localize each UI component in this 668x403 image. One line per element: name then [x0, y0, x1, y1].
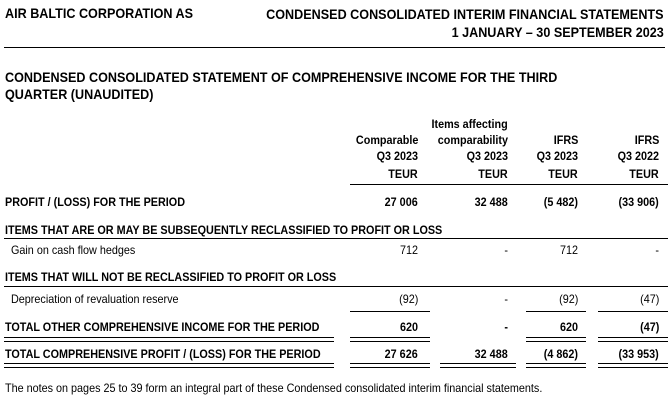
- row-label-total-oci: TOTAL OTHER COMPREHENSIVE INCOME FOR THE PERIOD: [5, 320, 320, 334]
- report-title: CONDENSED CONSOLIDATED INTERIM FINANCIAL STATEMENTS 1 JANUARY – 30 SEPTEMBER 2023: [266, 6, 664, 40]
- col-header-items-affecting: Items affecting comparability Q3 2023 TEUR: [431, 117, 508, 181]
- col-header-ifrs-2023: IFRS Q3 2023 TEUR: [536, 133, 578, 181]
- total-double-rule: [4, 363, 334, 368]
- subtotal-rule: [350, 311, 430, 312]
- total-double-rule: [350, 363, 430, 368]
- header-rule: [4, 47, 665, 48]
- section-heading-reclassified: ITEMS THAT ARE OR MAY BE SUBSEQUENTLY RECLASSIFIED TO PROFIT OR LOSS: [5, 223, 443, 237]
- subtotal-rule: [598, 311, 668, 312]
- total-double-rule: [598, 363, 668, 368]
- table-cell: 712: [399, 243, 418, 257]
- table-cell: (47): [639, 320, 659, 334]
- statement-title: CONDENSED CONSOLIDATED STATEMENT OF COMPREHENSIVE INCOME FOR THE THIRD QUARTER (UNAUDITED): [5, 69, 558, 102]
- col-header-ifrs-2022: IFRS Q3 2022 TEUR: [617, 133, 659, 181]
- section-rule: [4, 286, 668, 287]
- total-double-rule: [350, 337, 430, 342]
- table-cell: (47): [639, 292, 659, 306]
- row-label-revaluation: Depreciation of revaluation reserve: [11, 292, 179, 306]
- table-cell: (5 482): [543, 195, 578, 209]
- row-label-total-ci: TOTAL COMPREHENSIVE PROFIT / (LOSS) FOR THE PERIOD: [5, 347, 321, 361]
- table-cell: -: [655, 243, 659, 257]
- total-double-rule: [598, 337, 668, 342]
- table-cell: (33 906): [618, 195, 659, 209]
- table-cell: 32 488: [474, 195, 508, 209]
- total-double-rule: [4, 337, 334, 342]
- table-cell: -: [504, 292, 508, 306]
- subtotal-rule: [526, 311, 586, 312]
- col-header-comparable: Comparable Q3 2023 TEUR: [355, 133, 418, 181]
- total-double-rule: [526, 363, 586, 368]
- section-heading-not-reclassified: ITEMS THAT WILL NOT BE RECLASSIFIED TO PROFIT OR LOSS: [5, 270, 337, 284]
- table-cell: (4 862): [543, 347, 578, 361]
- section-rule: [4, 238, 668, 239]
- table-cell: 620: [559, 320, 578, 334]
- table-cell: -: [504, 320, 508, 334]
- header-underline: [350, 184, 668, 185]
- footnote: The notes on pages 25 to 39 form an integral part of these Condensed consolidated interim financial statements.: [5, 381, 543, 395]
- table-cell: 32 488: [474, 347, 508, 361]
- table-cell: -: [504, 243, 508, 257]
- row-label-profit: PROFIT / (LOSS) FOR THE PERIOD: [5, 195, 186, 209]
- row-label-hedges: Gain on cash flow hedges: [11, 243, 136, 257]
- table-cell: 620: [399, 320, 418, 334]
- table-cell: (92): [398, 292, 418, 306]
- table-cell: 712: [559, 243, 578, 257]
- total-double-rule: [440, 363, 516, 368]
- total-double-rule: [526, 337, 586, 342]
- company-name: AIR BALTIC CORPORATION AS: [5, 5, 194, 21]
- table-cell: 27 626: [384, 347, 418, 361]
- table-cell: (33 953): [618, 347, 659, 361]
- table-cell: (92): [558, 292, 578, 306]
- table-cell: 27 006: [384, 195, 418, 209]
